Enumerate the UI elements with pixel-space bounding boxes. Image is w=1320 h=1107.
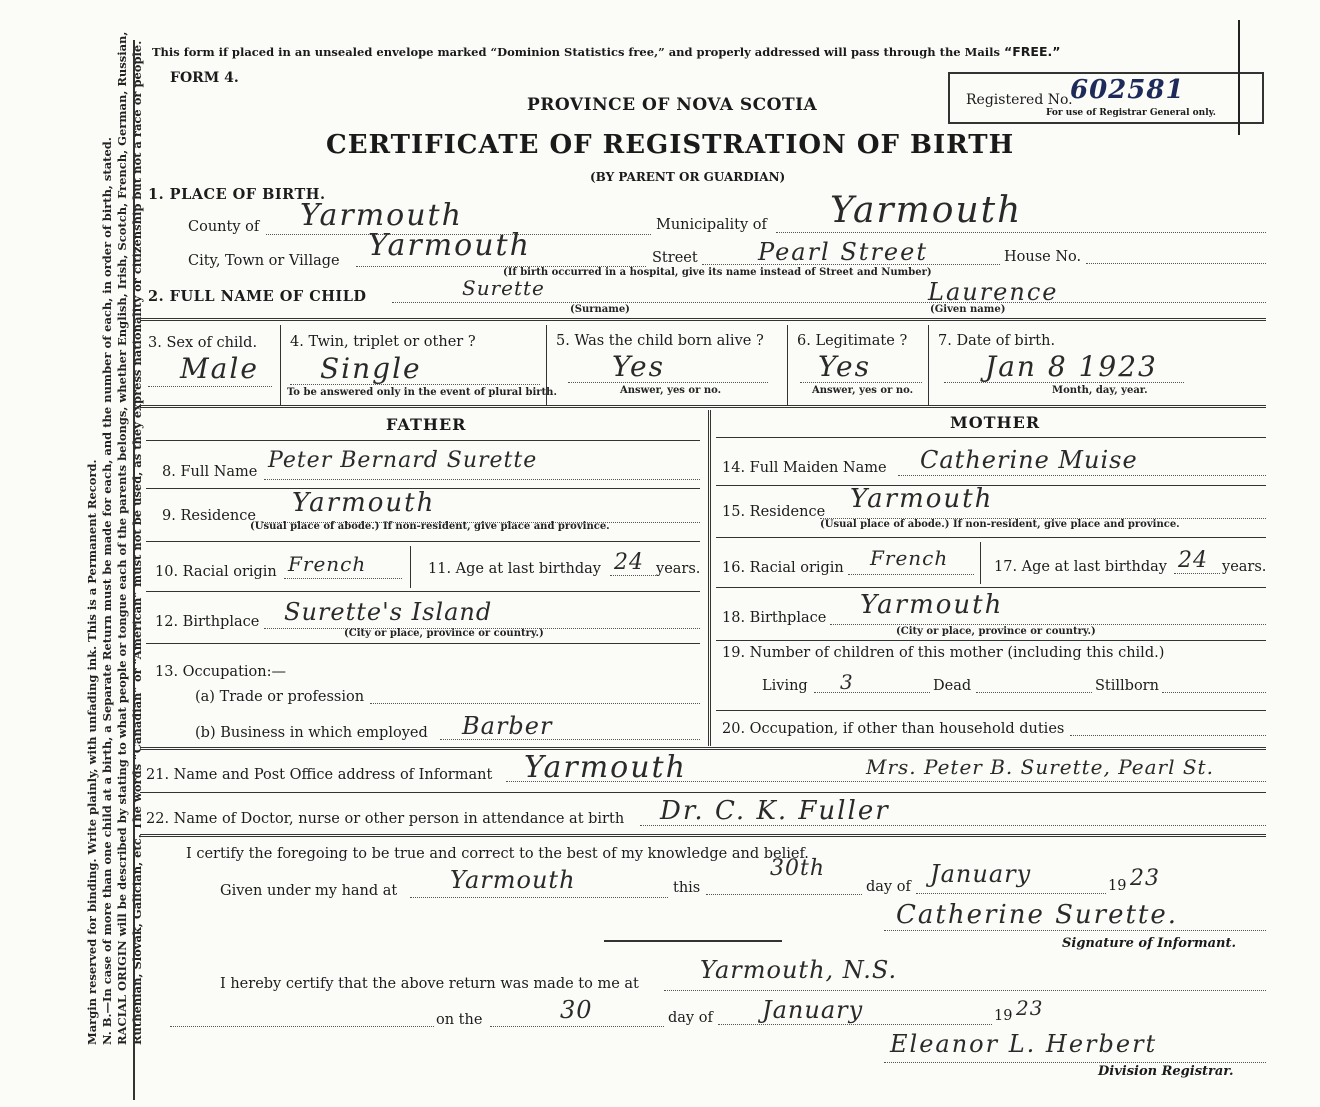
- registrar-month: January: [762, 996, 864, 1024]
- father-racial-dots: [284, 578, 402, 579]
- mother-children-label: 19. Number of children of this mother (including this child.): [722, 645, 1165, 661]
- city-label: City, Town or Village: [188, 253, 340, 269]
- mother-age-value: 24: [1178, 548, 1208, 573]
- mother-racial-dots: [848, 574, 974, 575]
- county-label: County of: [188, 219, 260, 235]
- twin-label: 4. Twin, triplet or other ?: [290, 334, 476, 350]
- day-dots: [706, 894, 862, 895]
- county-value: Yarmouth: [300, 198, 463, 233]
- divider-after-doctor: [140, 834, 1266, 837]
- divider-after-informant: [140, 792, 1266, 793]
- registrar-place-dots: [664, 990, 1266, 991]
- doctor-name: Dr. C. K. Fuller: [660, 796, 890, 826]
- child-surname: Surette: [462, 276, 545, 300]
- form-number: FORM 4.: [170, 70, 239, 86]
- father-racial-label: 10. Racial origin: [155, 564, 277, 580]
- left-border: [133, 40, 135, 1100]
- mother-name-value: Catherine Muise: [920, 446, 1138, 474]
- father-age-value: 24: [614, 550, 644, 575]
- registered-label: Registered No.: [966, 92, 1073, 108]
- mother-age-label: 17. Age at last birthday: [994, 559, 1167, 575]
- registrar-year: 23: [1016, 996, 1044, 1020]
- father-racial-age-divider: [410, 546, 411, 588]
- signature-caption: Signature of Informant.: [1062, 936, 1236, 951]
- legitimate-note: Answer, yes or no.: [812, 385, 914, 396]
- mother-name-dots: [898, 475, 1266, 476]
- given-caption: (Given name): [930, 304, 1006, 315]
- pen-mark: [1238, 20, 1240, 135]
- alive-value: Yes: [612, 350, 665, 383]
- father-row10-line: [146, 591, 700, 592]
- legitimate-label: 6. Legitimate ?: [797, 333, 908, 349]
- hospital-note: (If birth occurred in a hospital, give its name instead of Street and Number): [503, 267, 932, 278]
- on-the-label: on the: [436, 1012, 483, 1028]
- side-notes: [85, 31, 165, 1045]
- legitimate-value: Yes: [818, 350, 871, 383]
- cert-year-prefix: 19: [1108, 878, 1127, 894]
- given-label: Given under my hand at: [220, 883, 398, 899]
- mother-row18-line: [716, 640, 1266, 641]
- registrar-place: Yarmouth, N.S.: [700, 956, 898, 984]
- father-heading: FATHER: [386, 415, 467, 434]
- mother-living-value: 3: [840, 670, 854, 694]
- house-dots: [1086, 263, 1266, 264]
- mother-heading: MOTHER: [950, 413, 1041, 432]
- informant-label: 21. Name and Post Office address of Informant: [146, 767, 493, 783]
- dob-note: Month, day, year.: [1052, 385, 1148, 396]
- father-birthplace-label: 12. Birthplace: [155, 614, 260, 630]
- mother-living-dots: [814, 692, 930, 693]
- house-label: House No.: [1004, 249, 1082, 265]
- informant-name: Mrs. Peter B. Surette, Pearl St.: [866, 755, 1214, 779]
- mother-living-label: Living: [762, 678, 808, 694]
- mail-notice-free: “FREE.”: [1004, 44, 1061, 59]
- registrar-statement: I hereby certify that the above return was made to me at: [220, 976, 639, 992]
- certify-statement: I certify the foregoing to be true and correct to the best of my knowledge and belief.: [186, 846, 809, 862]
- father-trade-dots: [370, 703, 700, 704]
- page-subtitle: (BY PARENT OR GUARDIAN): [590, 170, 786, 184]
- month-dots: [916, 893, 1106, 894]
- given-place: Yarmouth: [450, 866, 576, 894]
- father-name-label: 8. Full Name: [162, 464, 258, 480]
- sex-label: 3. Sex of child.: [148, 335, 258, 351]
- divider-6-7: [928, 325, 929, 405]
- page-title: CERTIFICATE OF REGISTRATION OF BIRTH: [326, 130, 1015, 160]
- registered-number: 602581: [1070, 75, 1185, 105]
- municipality-label: Municipality of: [656, 217, 767, 233]
- mother-birthplace-note: (City or place, province or country.): [896, 626, 1096, 637]
- father-age-dots: [610, 575, 656, 576]
- mother-row19-line: [716, 710, 1266, 711]
- cert-month: January: [930, 860, 1032, 888]
- alive-note: Answer, yes or no.: [620, 385, 722, 396]
- father-residence-value: Yarmouth: [292, 488, 436, 518]
- side-note-racial: RACIAL ORIGIN will be described by stating to what people or tongue each of the parents belongs, whether English, Irish, Scotch, French, German, Russian,: [115, 31, 129, 1045]
- registrar-caption: Division Registrar.: [1098, 1064, 1234, 1079]
- mother-residence-label: 15. Residence: [722, 504, 826, 520]
- father-business-value: Barber: [462, 712, 553, 740]
- mother-racial-age-divider: [980, 542, 981, 584]
- signature-dots: [884, 930, 1266, 931]
- cert-year: 23: [1130, 866, 1160, 891]
- father-occupation-label: 13. Occupation:—: [155, 664, 286, 680]
- mother-dead-dots: [976, 692, 1092, 693]
- divider-after-parents: [140, 747, 1266, 750]
- registrar-signature: Eleanor L. Herbert: [890, 1030, 1158, 1058]
- mother-years-label: years.: [1222, 559, 1267, 575]
- divider-after-row3: [140, 405, 1266, 408]
- mother-name-label: 14. Full Maiden Name: [722, 460, 887, 476]
- child-name-dots: [392, 302, 1266, 303]
- registrar-day-dots: [490, 1026, 664, 1027]
- twin-note: To be answered only in the event of plural birth.: [287, 387, 557, 398]
- registrar-day-of-label: day of: [668, 1010, 713, 1026]
- child-given-name: Laurence: [928, 278, 1059, 306]
- registrar-lead-dots: [170, 1026, 434, 1027]
- divider-5-6: [787, 325, 788, 405]
- mother-racial-value: French: [870, 546, 949, 570]
- registrar-year-prefix: 19: [994, 1008, 1013, 1024]
- registrar-month-dots: [718, 1024, 992, 1025]
- registered-box: [948, 72, 1264, 124]
- separator-line: [604, 940, 782, 942]
- doctor-label: 22. Name of Doctor, nurse or other person in attendance at birth: [146, 811, 625, 827]
- twin-value: Single: [320, 352, 422, 385]
- day-of-label: day of: [866, 879, 911, 895]
- child-name-label: 2. FULL NAME OF CHILD: [148, 288, 367, 305]
- street-value: Pearl Street: [758, 238, 928, 266]
- mother-residence-value: Yarmouth: [850, 484, 994, 514]
- mother-occupation-dots: [1070, 735, 1266, 736]
- given-place-dots: [410, 897, 668, 898]
- father-mother-divider: [708, 410, 711, 746]
- street-label: Street: [652, 250, 698, 266]
- sex-value: Male: [180, 352, 259, 385]
- surname-caption: (Surname): [570, 304, 630, 315]
- divider-3-4: [280, 325, 281, 405]
- father-heading-line: [146, 440, 700, 441]
- mail-notice: [152, 44, 1060, 59]
- dob-value: Jan 8 1923: [985, 350, 1158, 383]
- father-residence-label: 9. Residence: [162, 508, 256, 524]
- mother-stillborn-dots: [1162, 692, 1266, 693]
- alive-dots: [568, 382, 768, 383]
- father-name-dots: [264, 479, 700, 480]
- divider-after-name: [140, 318, 1266, 321]
- municipality-dots: [776, 232, 1266, 233]
- mother-occupation-label: 20. Occupation, if other than household duties: [722, 721, 1065, 737]
- registrar-signature-dots: [884, 1062, 1266, 1063]
- mother-racial-label: 16. Racial origin: [722, 560, 844, 576]
- side-note-margin: Margin reserved for binding. Write plainly, with unfading ink. This is a Permanent Record.: [85, 459, 99, 1045]
- registrar-day: 30: [560, 996, 593, 1024]
- mother-row16-line: [716, 587, 1266, 588]
- mother-row15-line: [716, 537, 1266, 538]
- father-row12-line: [146, 643, 700, 644]
- father-business-label: (b) Business in which employed: [195, 725, 428, 741]
- mother-birthplace-label: 18. Birthplace: [722, 610, 827, 626]
- mother-age-dots: [1174, 573, 1220, 574]
- father-trade-label: (a) Trade or profession: [195, 689, 365, 705]
- father-residence-note: (Usual place of abode.) If non-resident, give place and province.: [250, 521, 610, 532]
- mail-notice-text: This form if placed in an unsealed envelope marked “Dominion Statistics free,” and properly addressed will pass through the Mails: [152, 45, 1001, 59]
- father-years-label: years.: [656, 561, 701, 577]
- alive-label: 5. Was the child born alive ?: [556, 333, 764, 349]
- mother-birthplace-dots: [830, 624, 1266, 625]
- dob-label: 7. Date of birth.: [938, 333, 1056, 349]
- side-note-racial-2: Ruthenian, Slovak, Galician, etc. The words “Canadian” or “American” must not be used, as they express nationality or citizenship but not a race or people.: [130, 40, 144, 1045]
- father-age-label: 11. Age at last birthday: [428, 561, 601, 577]
- informant-signature: Catherine Surette.: [896, 900, 1179, 930]
- cert-day: 30th: [770, 856, 826, 881]
- informant-place: Yarmouth: [524, 750, 687, 785]
- city-value: Yarmouth: [368, 228, 531, 263]
- mother-stillborn-label: Stillborn: [1095, 678, 1159, 694]
- place-of-birth-heading: 1. PLACE OF BIRTH.: [148, 186, 326, 203]
- province-heading: PROVINCE OF NOVA SCOTIA: [527, 95, 818, 115]
- registrar-note: For use of Registrar General only.: [1046, 108, 1216, 118]
- mother-residence-note: (Usual place of abode.) If non-resident, give place and province.: [820, 519, 1180, 530]
- sex-dots: [148, 386, 272, 387]
- father-birthplace-note: (City or place, province or country.): [344, 628, 544, 639]
- mother-heading-line: [716, 437, 1266, 438]
- father-name-value: Peter Bernard Surette: [268, 448, 538, 473]
- this-label: this: [673, 880, 701, 896]
- municipality-value: Yarmouth: [830, 190, 1023, 231]
- father-row9-line: [146, 541, 700, 542]
- mother-dead-label: Dead: [933, 678, 972, 694]
- father-birthplace-value: Surette's Island: [284, 598, 493, 626]
- mother-birthplace-value: Yarmouth: [860, 590, 1004, 620]
- side-note-nb: N. B.—In case of more than one child at a birth, a Separate Return must be made for each, and the number of each, in order of birth, stated.: [100, 137, 114, 1045]
- father-racial-value: French: [288, 552, 367, 576]
